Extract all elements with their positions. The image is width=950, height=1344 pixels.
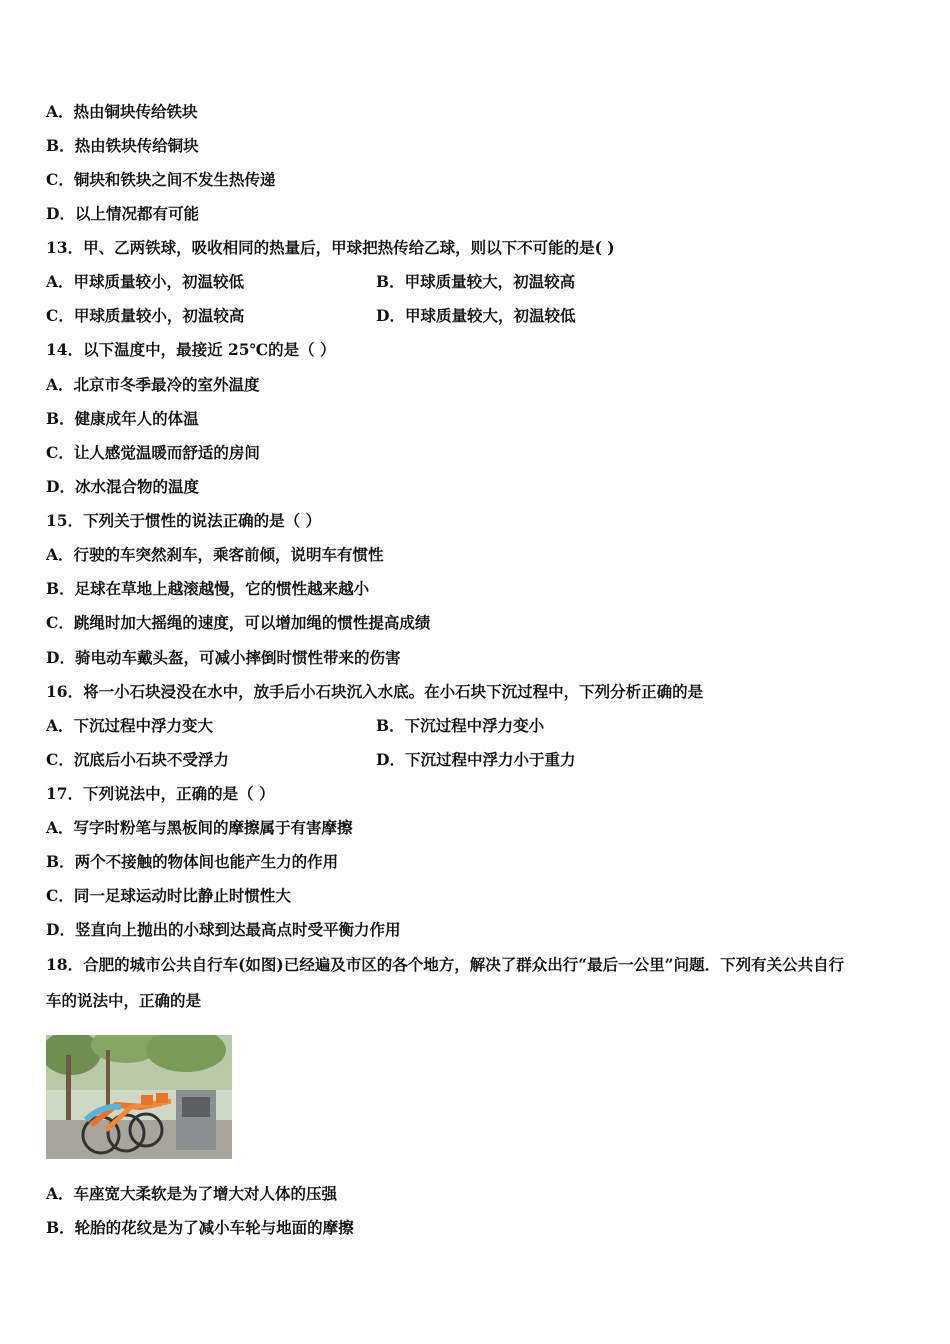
q15-option-b: B．足球在草地上越滚越慢，它的惯性越来越小 — [46, 579, 370, 598]
question-18-stem-line2: 车的说法中，正确的是 — [46, 991, 202, 1010]
q15-option-d: D．骑电动车戴头盔，可减小摔倒时惯性带来的伤害 — [46, 648, 401, 667]
q17-option-d: D．竖直向上抛出的小球到达最高点时受平衡力作用 — [46, 920, 401, 939]
q13-option-c: C．甲球质量较小，初温较高 — [46, 306, 245, 325]
question-18-stem-line1: 18．合肥的城市公共自行车(如图)已经遍及市区的各个地方，解决了群众出行“最后一公里”问题．下列有关公共自行 — [46, 955, 845, 974]
q18-option-a: A．车座宽大柔软是为了增大对人体的压强 — [46, 1184, 338, 1203]
q17-option-b: B．两个不接触的物体间也能产生力的作用 — [46, 852, 339, 871]
option-c: C．铜块和铁块之间不发生热传递 — [46, 170, 276, 189]
question-13-stem: 13．甲、乙两铁球，吸收相同的热量后，甲球把热传给乙球，则以下不可能的是( ) — [46, 238, 615, 257]
question-15-stem: 15．下列关于惯性的说法正确的是（ ） — [46, 511, 321, 530]
q18-option-b: B．轮胎的花纹是为了减小车轮与地面的摩擦 — [46, 1218, 354, 1237]
option-b: B．热由铁块传给铜块 — [46, 136, 199, 155]
q16-option-b: B．下沉过程中浮力变小 — [376, 716, 545, 735]
q16-option-a: A．下沉过程中浮力变大 — [46, 716, 214, 735]
q13-option-a: A．甲球质量较小，初温较低 — [46, 272, 245, 291]
q17-option-c: C．同一足球运动时比静止时惯性大 — [46, 886, 291, 905]
q15-option-a: A．行驶的车突然刹车，乘客前倾，说明车有惯性 — [46, 545, 384, 564]
question-17-stem: 17．下列说法中，正确的是（ ） — [46, 784, 275, 803]
q15-option-c: C．跳绳时加大摇绳的速度，可以增加绳的惯性提高成绩 — [46, 613, 431, 632]
bicycle-photo — [46, 1035, 232, 1159]
q14-option-a: A．北京市冬季最冷的室外温度 — [46, 375, 260, 394]
q13-option-d: D．甲球质量较大，初温较低 — [376, 306, 576, 325]
question-16-stem: 16．将一小石块浸没在水中，放手后小石块沉入水底。在小石块下沉过程中，下列分析正确的是 — [46, 682, 704, 701]
q14-option-c: C．让人感觉温暖而舒适的房间 — [46, 443, 260, 462]
q14-option-b: B．健康成年人的体温 — [46, 409, 199, 428]
option-d: D．以上情况都有可能 — [46, 204, 199, 223]
q13-option-b: B．甲球质量较大，初温较高 — [376, 272, 576, 291]
q17-option-a: A．写字时粉笔与黑板间的摩擦属于有害摩擦 — [46, 818, 353, 837]
q16-option-d: D．下沉过程中浮力小于重力 — [376, 750, 576, 769]
option-a: A．热由铜块传给铁块 — [46, 102, 198, 121]
q16-option-c: C．沉底后小石块不受浮力 — [46, 750, 229, 769]
q14-option-d: D．冰水混合物的温度 — [46, 477, 199, 496]
question-14-stem: 14．以下温度中，最接近 25℃的是（ ） — [46, 340, 336, 359]
